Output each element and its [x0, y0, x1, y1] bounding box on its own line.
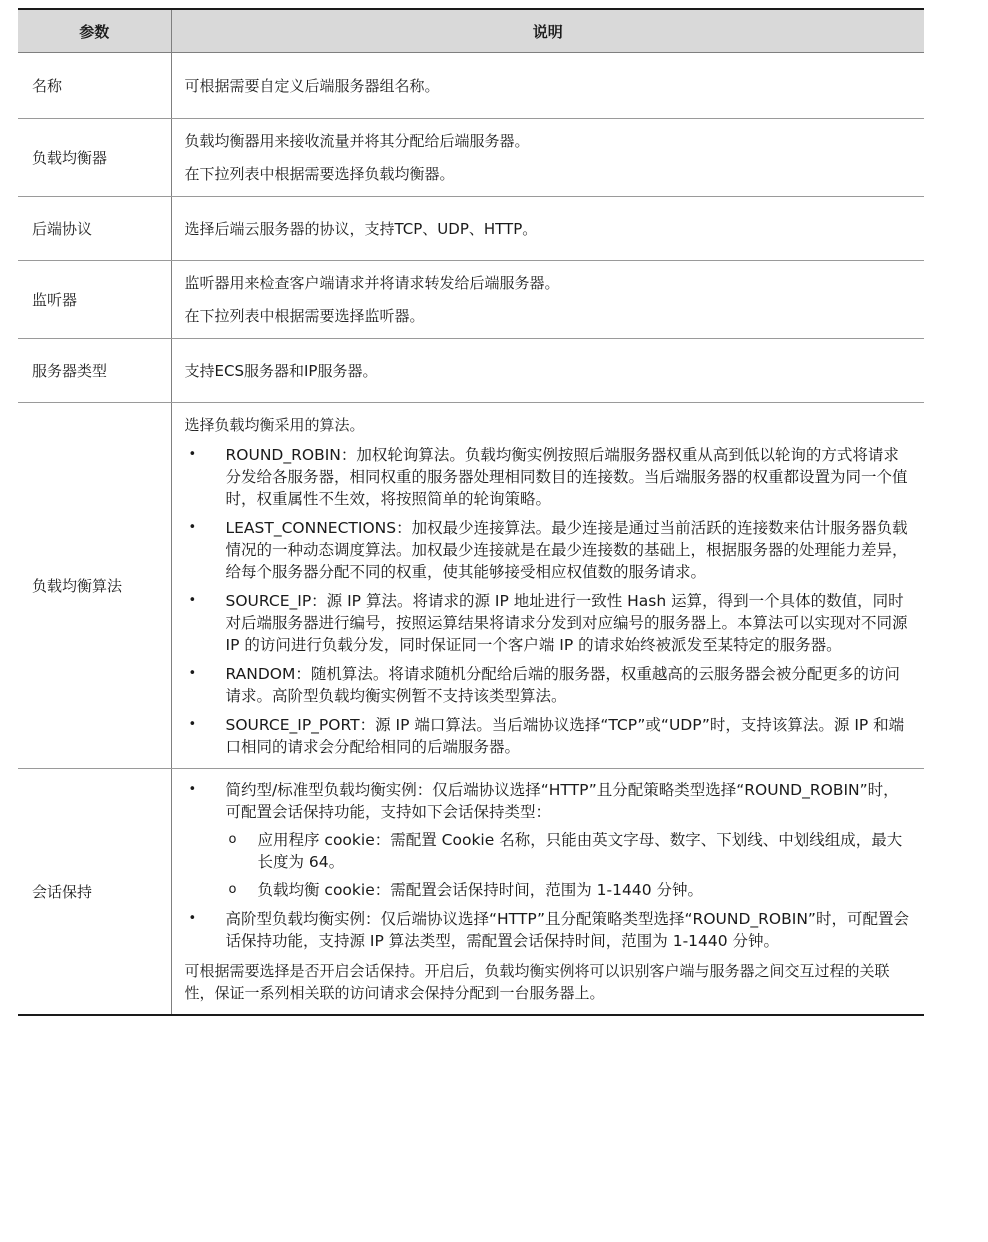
param-server-type: 服务器类型: [18, 339, 171, 403]
bullet-icon: •: [188, 520, 197, 535]
param-algorithm: 负载均衡算法: [18, 403, 171, 769]
bullet-icon: •: [188, 782, 197, 797]
bullet-icon: •: [188, 911, 197, 926]
list-item: [185, 444, 911, 510]
desc-text: 可根据需要选择是否开启会话保持。开启后，负载均衡实例将可以识别客户端与服务器之间交互过程的关联性，保证一系列相关联的访问请求会保持分配到一台服务器上。: [184, 962, 890, 1002]
table-row: [18, 261, 924, 339]
sub-list-item-text: 负载均衡 cookie：需配置会话保持时间，范围为 1-1440 分钟。: [257, 881, 703, 899]
desc-text: 选择负载均衡采用的算法。: [184, 416, 365, 434]
circle-bullet-icon: o: [228, 832, 237, 847]
desc-text: 负载均衡器用来接收流量并将其分配给后端服务器。: [184, 132, 530, 150]
list-item-text: 高阶型负载均衡实例：仅后端协议选择“HTTP”且分配策略类型选择“ROUND_ROBIN”时，可配置会话保持功能，支持源 IP 算法类型，需配置会话保持时间，范围为 1-1440 分钟。: [225, 910, 909, 950]
header-param: 参数: [18, 9, 171, 53]
desc-protocol: [171, 197, 924, 261]
header-desc: 说明: [171, 9, 924, 53]
list-item-text: SOURCE_IP：源 IP 算法。将请求的源 IP 地址进行一致性 Hash 运算，得到一个具体的数值，同时对后端服务器进行编号，按照运算结果将请求分发到对应编号的服务器上。本算法可以实现对不同源 IP 的访问进行负载分发，同时保证同一个客户端 IP 的请求始终被派发至某特定的服务器。: [225, 592, 908, 654]
list-item: [185, 590, 911, 656]
param-protocol: 后端协议: [18, 197, 171, 261]
desc-lb: [171, 119, 924, 197]
desc-text: 可根据需要自定义后端服务器组名称。: [184, 76, 440, 95]
table-row: [18, 403, 924, 769]
param-name: 名称: [18, 53, 171, 119]
list-item: [185, 714, 911, 758]
list-item-text: RANDOM：随机算法。将请求随机分配给后端的服务器，权重越高的云服务器会被分配更多的访问请求。高阶型负载均衡实例暂不支持该类型算法。: [225, 665, 900, 705]
param-lb: 负载均衡器: [18, 119, 171, 197]
bullet-icon: •: [188, 666, 197, 681]
bullet-icon: •: [188, 447, 197, 462]
table-row: [18, 339, 924, 403]
desc-algorithm: [171, 403, 924, 769]
table-row: [18, 53, 924, 119]
sub-list-item: [226, 829, 911, 873]
desc-session: [171, 769, 924, 1016]
desc-text: 在下拉列表中根据需要选择负载均衡器。: [184, 165, 455, 183]
session-sub-list: [226, 829, 911, 901]
list-item-text: SOURCE_IP_PORT：源 IP 端口算法。当后端协议选择“TCP”或“UDP”时，支持该算法。源 IP 和端口相同的请求会分配给相同的后端服务器。: [225, 716, 905, 756]
param-session: 会话保持: [18, 769, 171, 1016]
list-item-text: LEAST_CONNECTIONS：加权最少连接算法。最少连接是通过当前活跃的连接数来估计服务器负载情况的一种动态调度算法。加权最少连接就是在最少连接数的基础上，根据服务器的处理能力差异，给每个服务器分配不同的权重，使其能够接受相应权值数的服务请求。: [225, 519, 908, 581]
list-item: [185, 517, 911, 583]
bullet-icon: •: [188, 593, 197, 608]
parameter-table: [18, 8, 924, 1016]
desc-text: 在下拉列表中根据需要选择监听器。: [184, 307, 425, 325]
sub-list-item: [226, 879, 911, 901]
desc-text: 监听器用来检查客户端请求并将请求转发给后端服务器。: [184, 274, 560, 292]
sub-list-item-text: 应用程序 cookie：需配置 Cookie 名称，只能由英文字母、数字、下划线、中划线组成，最大长度为 64。: [257, 831, 903, 871]
param-listener: 监听器: [18, 261, 171, 339]
session-list: [185, 779, 911, 952]
desc-server-type: [171, 339, 924, 403]
list-item: [185, 663, 911, 707]
bullet-icon: •: [188, 717, 197, 732]
desc-text: 支持ECS服务器和IP服务器。: [184, 361, 378, 380]
desc-text: 选择后端云服务器的协议，支持TCP、UDP、HTTP。: [184, 219, 538, 238]
header-row: [18, 9, 924, 53]
list-item: [185, 779, 911, 901]
algorithm-list: [185, 444, 911, 758]
desc-listener: [171, 261, 924, 339]
desc-name: [171, 53, 924, 119]
list-item-text: 简约型/标准型负载均衡实例：仅后端协议选择“HTTP”且分配策略类型选择“ROUND_ROBIN”时，可配置会话保持功能，支持如下会话保持类型：: [225, 781, 899, 821]
table-row: [18, 119, 924, 197]
table-row: [18, 769, 924, 1016]
table-row: [18, 197, 924, 261]
list-item: [185, 908, 911, 952]
list-item-text: ROUND_ROBIN：加权轮询算法。负载均衡实例按照后端服务器权重从高到低以轮询的方式将请求分发给各服务器，相同权重的服务器处理相同数目的连接数。当后端服务器的权重都设置为同一个值时，权重属性不生效，将按照简单的轮询策略。: [225, 446, 908, 508]
circle-bullet-icon: o: [228, 882, 237, 897]
